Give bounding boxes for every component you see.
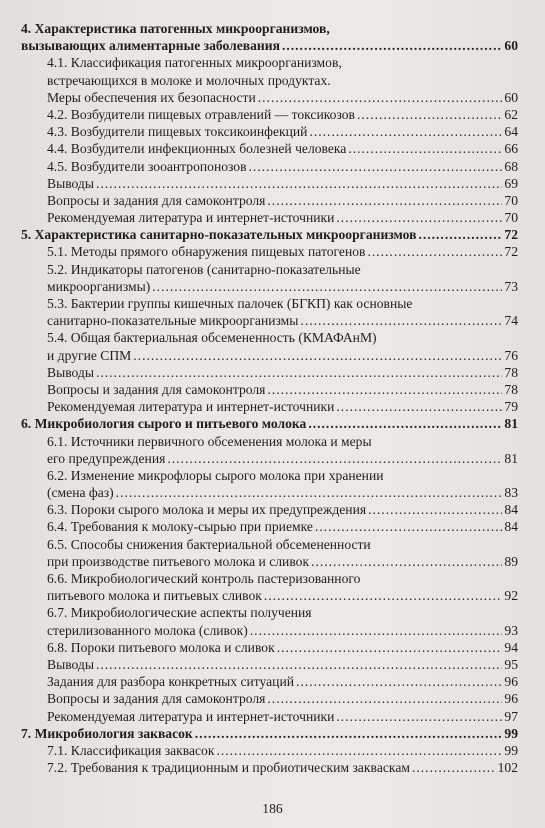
toc-entry-title: питьевого молока и питьевых сливок [47, 588, 262, 604]
toc-chapter-entry[interactable] [0, 20, 545, 54]
toc-page-number: 96 [504, 691, 518, 707]
toc-page-number: 81 [504, 416, 518, 432]
dot-leader [152, 278, 502, 295]
toc-entry-title: 6.3. Пороки сырого молока и меры их предупреждения [47, 502, 367, 518]
toc-entry-title: (смена фаз) [47, 485, 114, 501]
toc-entry-title: 4.2. Возбудители пищевых отравлений — токсикозов [47, 106, 355, 122]
toc-section-entry[interactable] [0, 398, 545, 415]
toc-entry-title: Выводы [47, 656, 94, 672]
toc-page-number: 97 [504, 708, 518, 724]
toc-section-entry[interactable] [0, 295, 545, 329]
toc-entry-title: 5.3. Бактерии группы кишечных палочек (БГКП) как основные [47, 296, 413, 311]
toc-entry-title: Выводы [47, 364, 94, 380]
toc-line [0, 226, 545, 243]
toc-line [0, 742, 545, 759]
toc-entry-title: Меры обеспечения их безопасности [47, 89, 256, 105]
dot-leader [250, 622, 503, 639]
toc-page-number: 93 [504, 622, 518, 638]
toc-section-entry[interactable] [0, 433, 545, 467]
dot-leader [418, 226, 502, 243]
toc-entry-title: Вопросы и задания для самоконтроля [47, 381, 266, 397]
toc-page-number: 92 [504, 588, 518, 604]
dot-leader [167, 450, 502, 467]
toc-entry-title: 6.8. Пороки питьевого молока и сливок [47, 639, 275, 655]
toc-section-entry[interactable] [0, 192, 545, 209]
toc-entry-title: Рекомендуемая литература и интернет-источники [47, 708, 335, 724]
toc-section-entry[interactable] [0, 570, 545, 604]
toc-page-number: 70 [504, 210, 518, 226]
toc-page-number: 78 [504, 364, 518, 380]
toc-chapter-entry[interactable] [0, 415, 545, 432]
toc-line [0, 639, 545, 656]
toc-section-entry[interactable] [0, 329, 545, 363]
toc-line [0, 415, 545, 432]
toc-line [0, 381, 545, 398]
toc-line [0, 656, 545, 673]
dot-leader [357, 106, 502, 123]
toc-page-number: 84 [504, 519, 518, 535]
toc-entry-title: встречающихся в молоке и молочных продуктах. [47, 72, 331, 88]
toc-entry-title: 6.2. Изменение микрофлоры сырого молока при хранении [47, 467, 384, 483]
dot-leader [216, 742, 502, 759]
toc-page-number: 95 [504, 656, 518, 672]
toc-section-entry[interactable] [0, 673, 545, 690]
dot-leader [296, 673, 502, 690]
toc-line [0, 622, 545, 639]
toc-line [0, 364, 545, 381]
toc-section-entry[interactable] [0, 106, 545, 123]
toc-entry-title: Задания для разбора конкретных ситуаций [47, 674, 294, 690]
toc-chapter-entry[interactable] [0, 226, 545, 243]
toc-line [0, 553, 545, 570]
toc-line [0, 106, 545, 123]
toc-section-entry[interactable] [0, 656, 545, 673]
toc-line [0, 158, 545, 175]
dot-leader [311, 553, 502, 570]
toc-entry-title: 6.6. Микробиологический контроль пастеризованного [47, 571, 361, 586]
toc-section-entry[interactable] [0, 261, 545, 295]
dot-leader [412, 759, 496, 776]
toc-page-number: 96 [504, 674, 518, 690]
toc-entry-title: 5.2. Индикаторы патогенов (санитарно-показательные [47, 261, 361, 277]
toc-entry-title: 6.5. Способы снижения бактериальной обсемененности [47, 536, 371, 552]
toc-section-entry[interactable] [0, 708, 545, 725]
toc-section-entry[interactable] [0, 140, 545, 157]
toc-line [0, 37, 545, 54]
toc-page-number: 89 [504, 553, 518, 569]
toc-line [0, 123, 545, 140]
toc-entry-title: 6.7. Микробиологические аспекты получения [47, 605, 312, 621]
toc-page-number: 76 [504, 347, 518, 363]
dot-leader [267, 381, 502, 398]
toc-page-number: 60 [504, 89, 518, 105]
toc-entry-title: 4.3. Возбудители пищевых токсикоинфекций [47, 124, 308, 140]
dot-leader [315, 518, 503, 535]
dot-leader [267, 690, 502, 707]
toc-section-entry[interactable] [0, 742, 545, 759]
toc-page-number: 72 [504, 244, 518, 260]
toc-section-entry[interactable] [0, 158, 545, 175]
dot-leader [368, 501, 502, 518]
toc-entry-title: при производстве питьевого молока и сливок [47, 553, 310, 569]
toc-line [0, 450, 545, 467]
toc-entry-title: 5.1. Методы прямого обнаружения пищевых патогенов [47, 244, 366, 260]
toc-line [0, 673, 545, 690]
toc-entry-title: Выводы [47, 175, 94, 191]
toc-page-number: 74 [504, 313, 518, 329]
dot-leader [277, 639, 503, 656]
dot-leader [267, 192, 502, 209]
dot-leader [336, 398, 502, 415]
toc-entry-title: Рекомендуемая литература и интернет-источники [47, 210, 335, 226]
toc-section-entry[interactable] [0, 123, 545, 140]
dot-leader [249, 158, 503, 175]
toc-line [0, 725, 545, 742]
toc-line [0, 398, 545, 415]
toc-section-entry[interactable] [0, 604, 545, 638]
dot-leader [308, 415, 502, 432]
toc-section-entry[interactable] [0, 759, 545, 776]
toc-entry-title: его предупреждения [47, 450, 166, 466]
toc-line [0, 175, 545, 192]
toc-page-number: 70 [504, 192, 518, 208]
toc-section-entry[interactable] [0, 364, 545, 381]
toc-page-number: 60 [504, 38, 518, 54]
toc-line [0, 690, 545, 707]
toc-line [0, 708, 545, 725]
page-number: 186 [262, 801, 283, 816]
toc-entry-title: 6.1. Источники первичного обсеменения молока и меры [47, 433, 372, 449]
toc-line [0, 243, 545, 260]
toc-entry-title: 5.4. Общая бактериальная обсемененность (КМАФАнМ) [47, 330, 377, 346]
toc-page-number: 83 [504, 485, 518, 501]
toc-section-entry[interactable] [0, 467, 545, 501]
toc-page-number: 102 [497, 760, 518, 776]
toc-page-number: 73 [504, 278, 518, 294]
toc-page-number: 94 [504, 639, 518, 655]
toc-entry-title: 7.2. Требования к традиционным и пробиотическим заквaскам [47, 760, 410, 776]
dot-leader [264, 587, 503, 604]
toc-entry-title: санитарно-показательные микроорганизмы [47, 313, 299, 329]
dot-leader [309, 123, 502, 140]
toc-page-number: 84 [504, 502, 518, 518]
toc-section-entry[interactable] [0, 639, 545, 656]
toc-section-entry[interactable] [0, 381, 545, 398]
toc-entry-title: 6.4. Требования к молоку-сырью при приемке [47, 519, 313, 535]
toc-line [0, 140, 545, 157]
dot-leader [336, 708, 502, 725]
dot-leader [195, 725, 503, 742]
toc-page-number: 69 [504, 175, 518, 191]
toc-page-number: 99 [504, 742, 518, 758]
toc-section-entry[interactable] [0, 501, 545, 518]
dot-leader [96, 364, 502, 381]
toc-entry-title: 4.5. Возбудители зооантропонозов [47, 158, 247, 174]
toc-entry-title: вызывающих алиментарные заболевания [21, 38, 280, 54]
toc-entry-title: микроорганизмы) [47, 278, 151, 294]
dot-leader [336, 209, 502, 226]
toc-page-number: 62 [504, 106, 518, 122]
toc-entry-title: 4.1. Классификация патогенных микроорганизмов, [47, 55, 342, 71]
toc-page-number: 79 [504, 399, 518, 415]
toc-line [0, 209, 545, 226]
dot-leader [96, 175, 502, 192]
toc-page-number: 72 [504, 227, 518, 243]
toc-line [0, 89, 545, 106]
dot-leader [300, 312, 502, 329]
toc-entry-title: Рекомендуемая литература и интернет-источники [47, 399, 335, 415]
toc-section-entry[interactable] [0, 175, 545, 192]
dot-leader [116, 484, 503, 501]
toc-page-number: 78 [504, 381, 518, 397]
toc-entry-title: стерилизованного молока (сливок) [47, 622, 248, 638]
toc-line [0, 759, 545, 776]
toc-section-entry[interactable] [0, 518, 545, 535]
dot-leader [133, 347, 502, 364]
dot-leader [258, 89, 503, 106]
dot-leader [282, 37, 502, 54]
toc-line [0, 484, 545, 501]
toc-entry-title: и другие СПМ [47, 347, 132, 363]
toc-line [0, 278, 545, 295]
toc-section-entry[interactable] [0, 209, 545, 226]
dot-leader [367, 243, 502, 260]
toc-page-number: 81 [504, 450, 518, 466]
toc-line [0, 587, 545, 604]
toc-page-number: 64 [504, 124, 518, 140]
toc-entry-title: 7.1. Классификация заквасок [47, 742, 215, 758]
toc-section-entry[interactable] [0, 536, 545, 570]
toc-line [0, 347, 545, 364]
toc-section-entry[interactable] [0, 243, 545, 260]
toc-line [0, 312, 545, 329]
dot-leader [348, 140, 502, 157]
toc-section-entry[interactable] [0, 690, 545, 707]
toc-entry-title: Вопросы и задания для самоконтроля [47, 691, 266, 707]
toc-entry-title: 5. Характеристика санитарно-показательных микроорганизмов [21, 227, 417, 243]
toc-entry-title: Вопросы и задания для самоконтроля [47, 192, 266, 208]
toc-entry-title: 6. Микробиология сырого и питьевого молока [21, 416, 307, 432]
dot-leader [96, 656, 502, 673]
toc-entry-title: 4. Характеристика патогенных микроорганизмов, [21, 21, 330, 36]
toc-line [0, 192, 545, 209]
toc-page-number: 99 [504, 725, 518, 741]
toc-chapter-entry[interactable] [0, 725, 545, 742]
toc-page-number: 66 [504, 141, 518, 157]
table-of-contents [0, 20, 545, 776]
toc-entry-title: 7. Микробиология заквасок [21, 725, 193, 741]
toc-line [0, 518, 545, 535]
toc-page-number: 68 [504, 158, 518, 174]
toc-entry-title: 4.4. Возбудители инфекционных болезней человека [47, 141, 347, 157]
toc-section-entry[interactable] [0, 54, 545, 106]
toc-line [0, 501, 545, 518]
